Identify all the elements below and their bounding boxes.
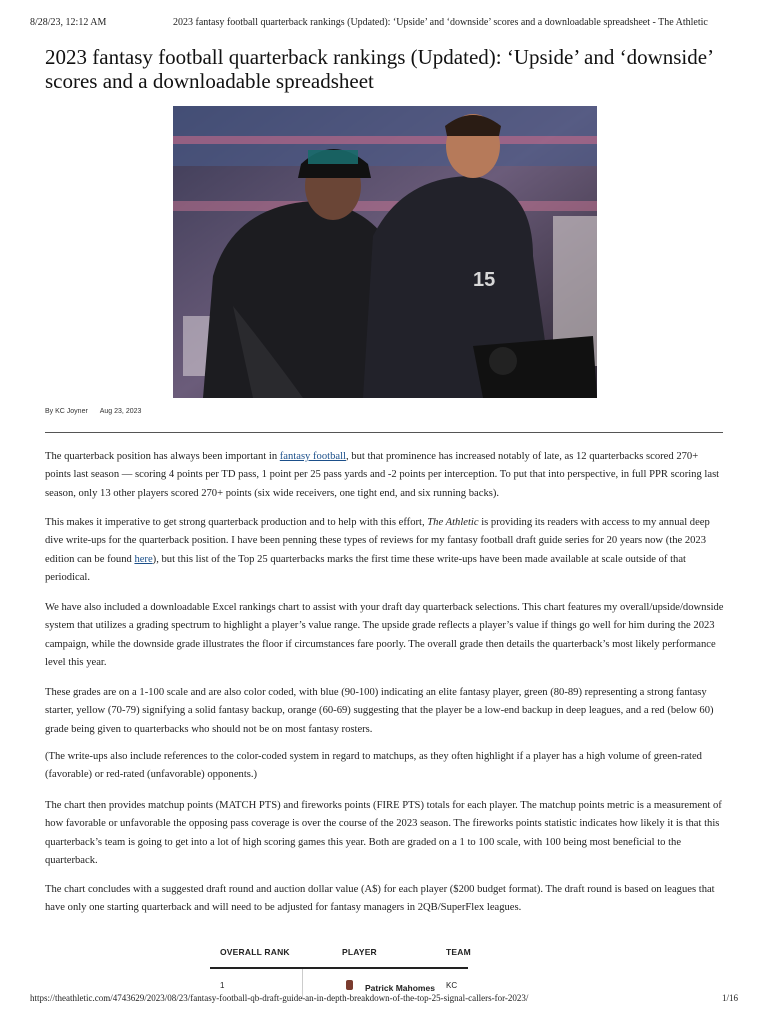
fantasy-football-link[interactable]: fantasy football bbox=[279, 451, 346, 462]
p2-text-b: is providing its readers with access to my annual deep dive write-ups for the quarterback position. I have been penning these types of reviews for my fantasy football draft guide series for 20 years now (the 2023 edition can be found bbox=[45, 517, 710, 565]
player-headshot-icon bbox=[346, 980, 353, 990]
publish-date: Aug 23, 2023 bbox=[99, 408, 142, 415]
paragraph-4: These grades are on a 1-100 scale and are also color coded, with blue (90-100) indicating an elite fantasy player, green (80-89) representing a strong fantasy starter, yellow (70-79) signifying a solid fantasy backup, orange (60-69) suggesting that the player be a low-end backup in deep leagues, and a red (below 60) grade being given to quarterbacks who should not be on most fantasy rosters. bbox=[45, 687, 714, 735]
author: By KC Joyner bbox=[45, 408, 88, 415]
p1-text-b: , but that prominence has increased notably of late, as 12 quarterbacks scored 270+ points last season — scoring 4 points per TD pass, 1 point per 25 pass yards and -2 points per interception. To put that into perspective, in full PPR scoring last season, only 13 other players scored 270+ points (six wide receivers, one tight end, and six running backs). bbox=[45, 451, 720, 499]
paragraph-5: (The write-ups also include references to the color-coded system in regard to matchups, as they often highlight if a player has a high volume of green-rated (favorable) or red-rated (unfavorable) opponents.) bbox=[45, 751, 702, 781]
page-url: https://theathletic.com/4743629/2023/08/23/fantasy-football-qb-draft-guide-an-in-depth-breakdown-of-the-top-25-signal-callers-for-2023/ bbox=[30, 993, 529, 1003]
print-page-title: 2023 fantasy football quarterback rankings (Updated): ‘Upside’ and ‘downside’ scores and a downloadable spreadsheet - The Athletic bbox=[173, 17, 708, 28]
table-header-rule bbox=[210, 967, 468, 969]
print-timestamp: 8/28/23, 12:12 AM bbox=[30, 17, 107, 28]
row-1-player: Patrick Mahomes bbox=[365, 983, 435, 993]
paragraph-3: We have also included a downloadable Excel rankings chart to assist with your draft day quarterback selections. This chart features my overall/upside/downside system that utilizes a grading spectrum to highlight a player’s value range. The upside grade reflects a player’s value if things go well for him during the 2023 campaign, while the downside grade illustrates the floor if circumstances fare poorly. The overall grade then details the quarterback’s most likely performance level this year. bbox=[45, 602, 724, 669]
divider bbox=[45, 432, 723, 433]
hero-photo bbox=[173, 106, 597, 398]
paragraph-1 bbox=[45, 448, 725, 503]
hero-photo-illustration bbox=[173, 106, 597, 398]
row-1-rank: 1 bbox=[220, 981, 225, 990]
paragraph-6: The chart then provides matchup points (MATCH PTS) and fireworks points (FIRE PTS) totals for each player. The matchup points metric is a measurement of how favorable or unfavorable the opposing pass coverage is over the course of the 2023 season. The fireworks points statistic indicates how likely it is that this quarterback’s team is going to get into a lot of high scoring games this year. Both are graded on a 1 to 100 scale, with 100 being most beneficial to the quarterback. bbox=[45, 800, 722, 867]
paragraph-7: The chart concludes with a suggested draft round and auction dollar value (A$) for each player ($200 budget format). The draft round is based on leagues that have only one starting quarterback and will need to be adjusted for fantasy managers in 2QB/SuperFlex leagues. bbox=[45, 884, 715, 914]
col-header-player: PLAYER bbox=[342, 947, 377, 957]
article-headline bbox=[45, 45, 725, 93]
p1-text-a: The quarterback position has always been important in bbox=[45, 451, 280, 462]
svg-text:15: 15 bbox=[473, 269, 496, 291]
headline-line-2: scores and a downloadable spreadsheet bbox=[45, 69, 374, 93]
row-1-team: KC bbox=[446, 981, 458, 990]
byline bbox=[45, 408, 141, 415]
headline-line-1: 2023 fantasy football quarterback rankings (Updated): ‘Upside’ and ‘downside’ bbox=[45, 45, 715, 69]
col-header-overall-rank: OVERALL RANK bbox=[220, 947, 290, 957]
col-header-team: TEAM bbox=[446, 947, 471, 957]
p2-text-a: This makes it imperative to get strong quarterback production and to help with this effort, bbox=[45, 517, 428, 528]
page-number: 1/16 bbox=[721, 993, 738, 1003]
draft-guide-link[interactable]: here bbox=[134, 553, 153, 565]
publication-name: The Athletic bbox=[427, 517, 479, 528]
paragraph-2 bbox=[45, 514, 725, 588]
p2-text-c: ), but this list of the Top 25 quarterbacks marks the first time these write-ups have been made available at scale outside of that periodical. bbox=[45, 553, 686, 584]
rankings-table bbox=[210, 934, 471, 994]
